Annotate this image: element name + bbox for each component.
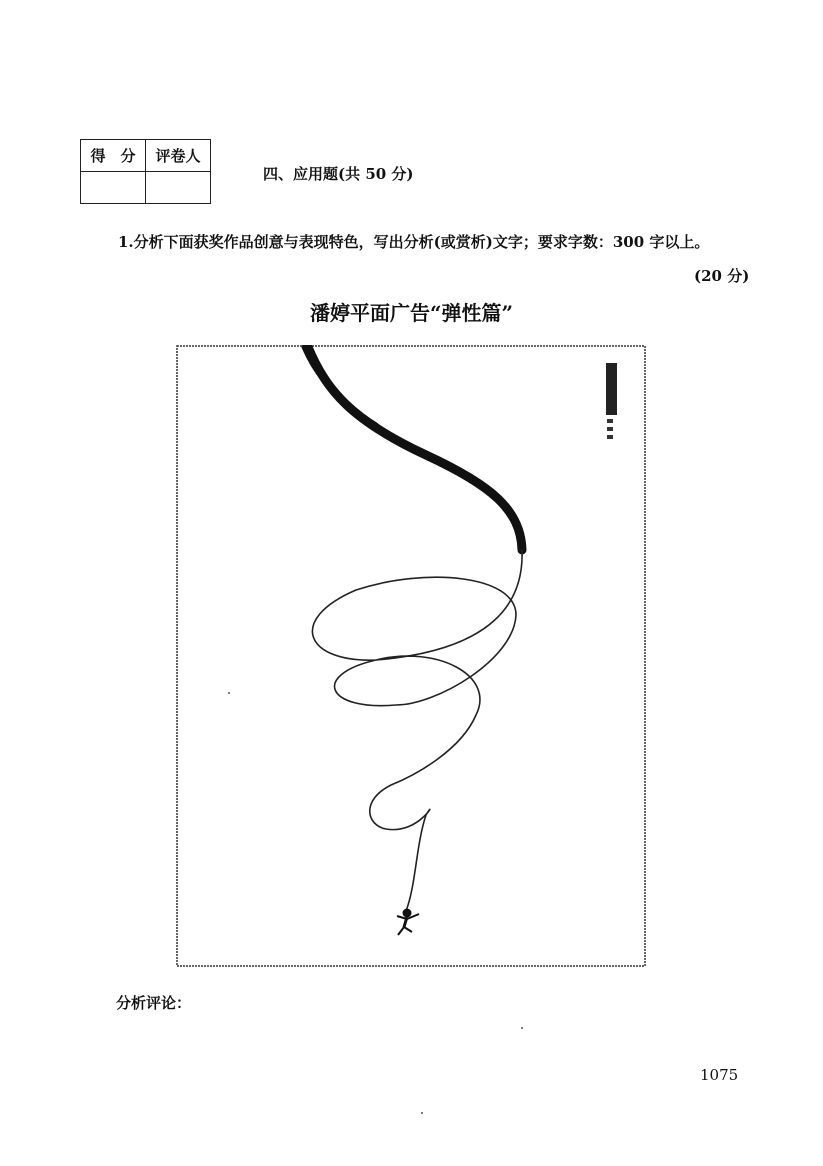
grader-header: 评卷人 bbox=[146, 140, 211, 172]
score-header: 得 分 bbox=[81, 140, 146, 172]
question-points: (20 分) bbox=[694, 267, 750, 285]
comment-label: 分析评论： bbox=[116, 994, 192, 1012]
score-box bbox=[80, 139, 211, 204]
scan-speck bbox=[228, 692, 230, 694]
ad-title: 潘婷平面广告“弹性篇” bbox=[309, 301, 513, 325]
ad-image bbox=[176, 345, 646, 967]
page-number: 1075 bbox=[700, 1066, 739, 1084]
scan-speck bbox=[421, 1112, 423, 1114]
section-title: 四、应用题(共 50 分) bbox=[263, 165, 414, 183]
question-text: 1.分析下面获奖作品创意与表现特色，写出分析(或赏析)文字；要求字数：300 字以上。 bbox=[118, 233, 710, 251]
grader-cell bbox=[146, 172, 211, 204]
score-cell bbox=[81, 172, 146, 204]
scan-speck bbox=[521, 1027, 523, 1029]
